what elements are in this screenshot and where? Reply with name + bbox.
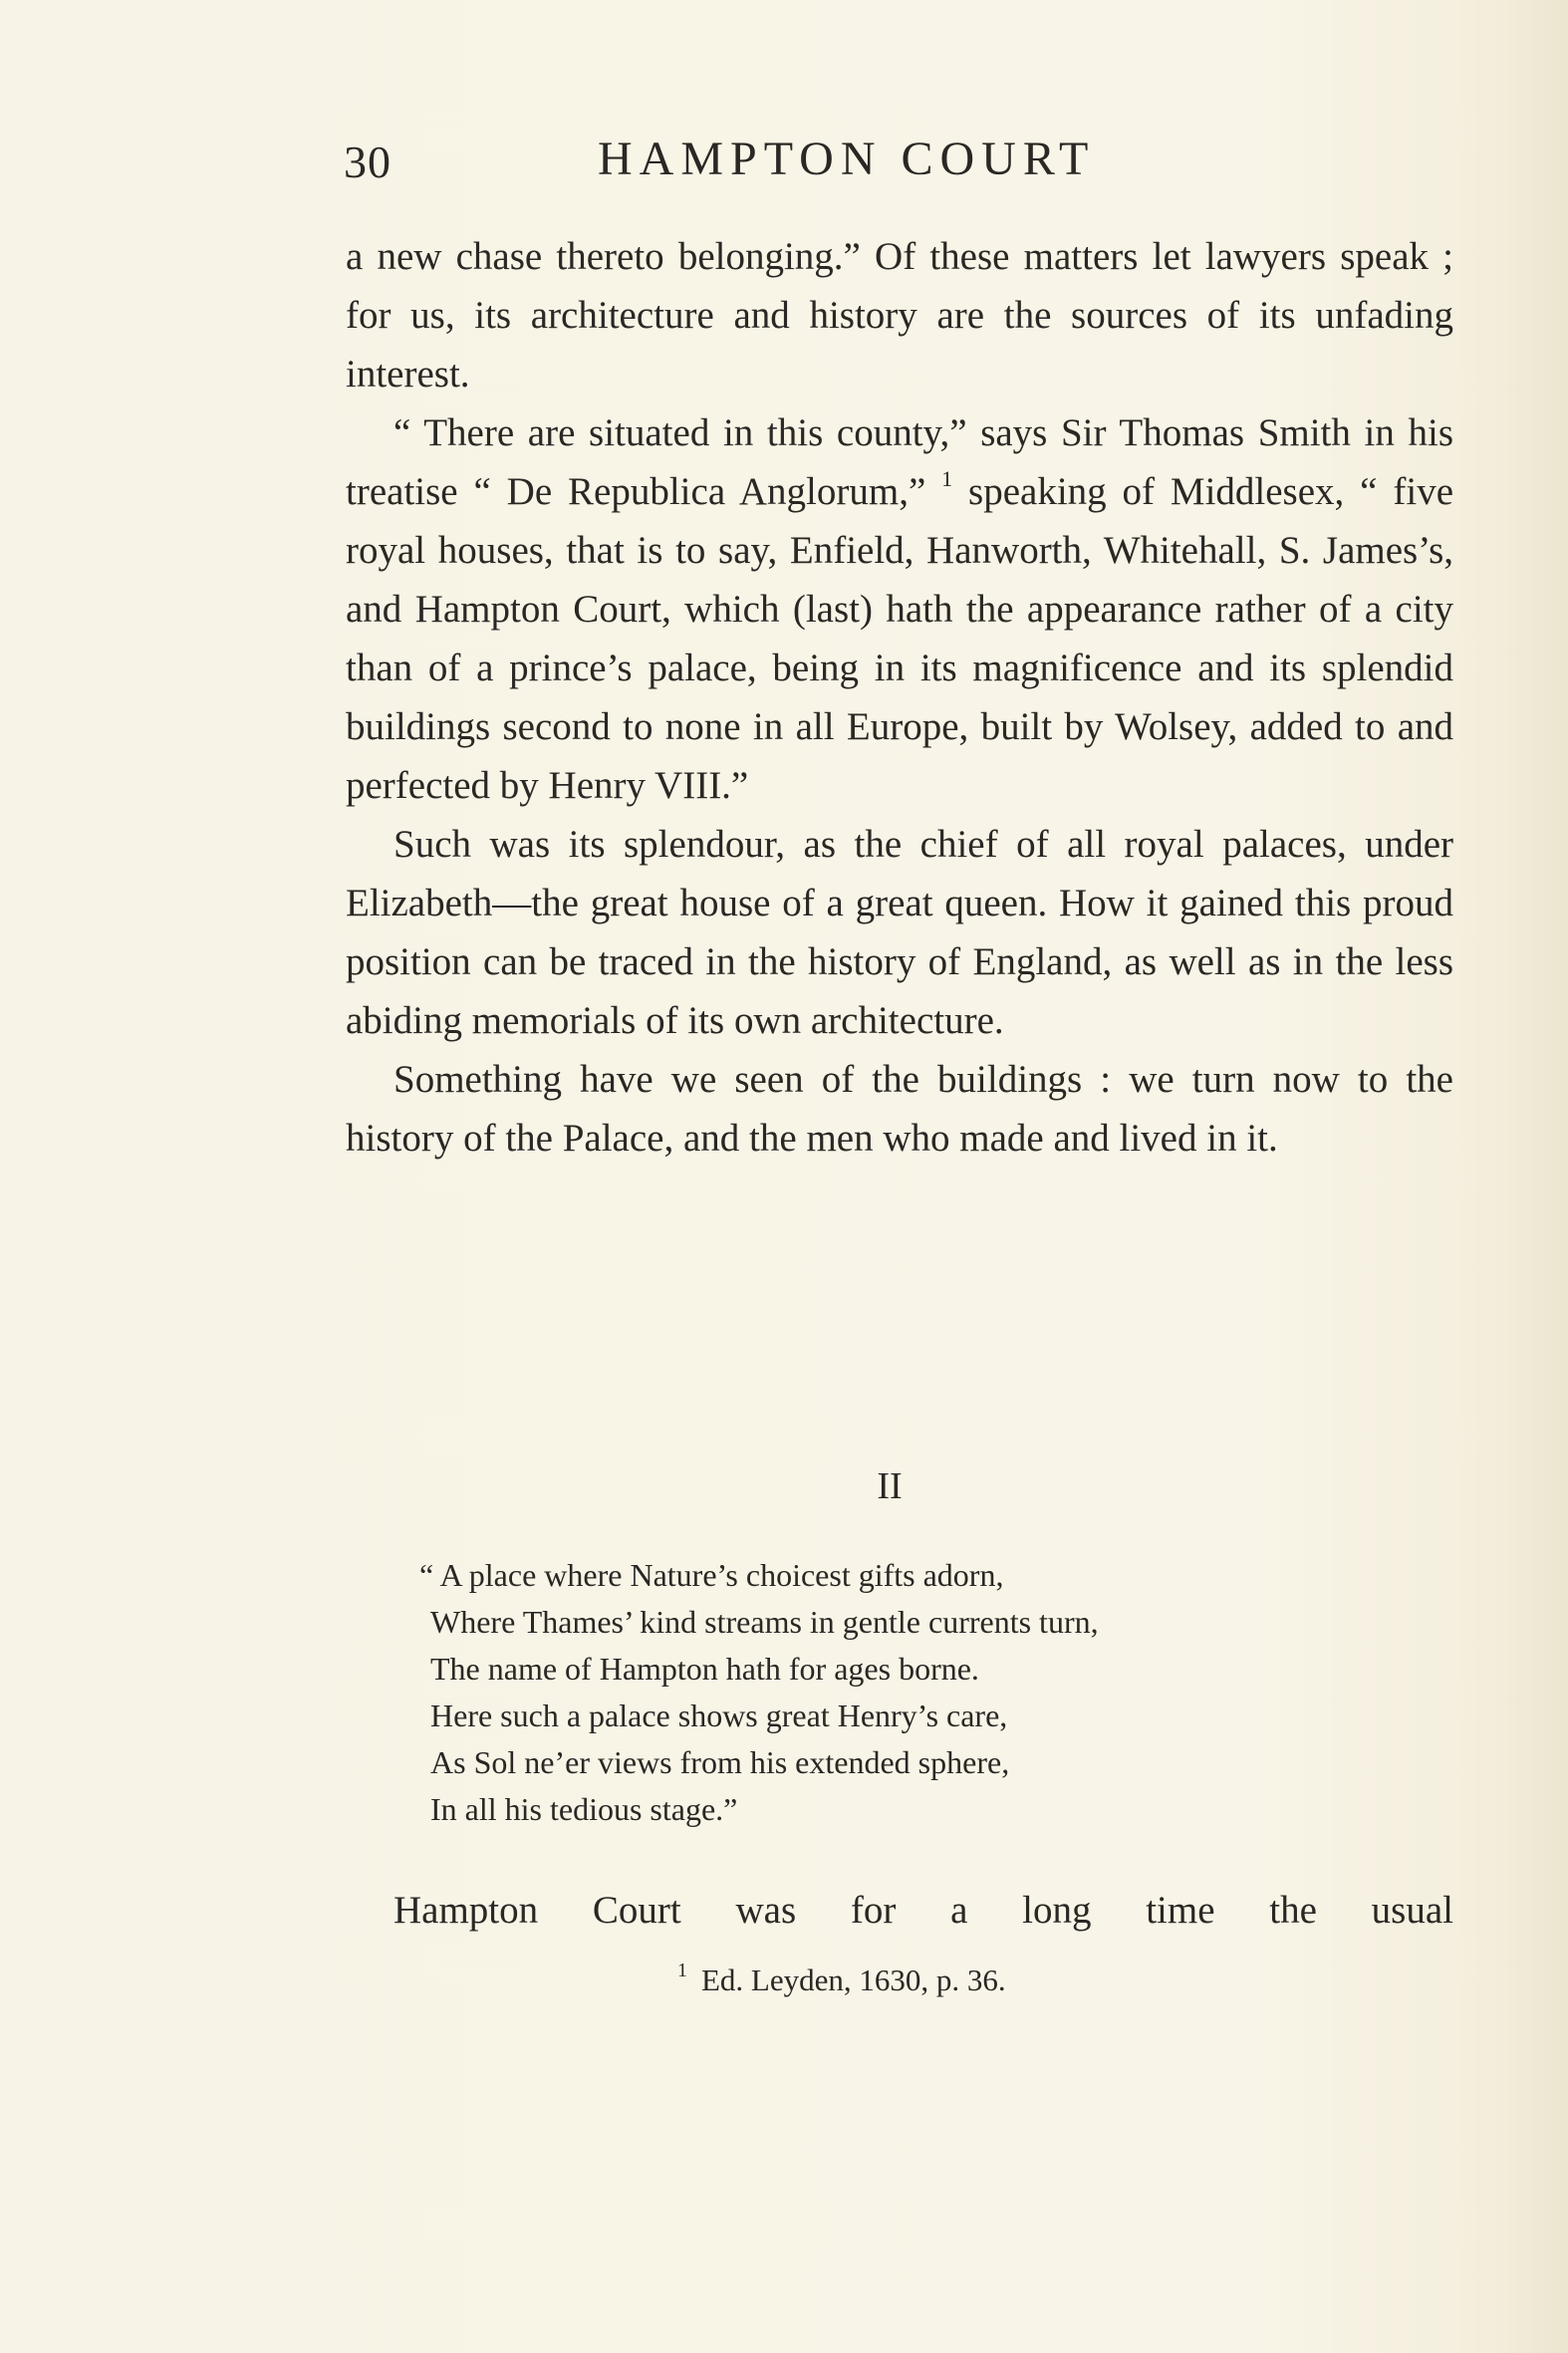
running-head (344, 131, 1451, 191)
verse-line: Where Thames’ kind streams in gentle currents turn, (430, 1604, 1099, 1640)
footnote-text: Ed. Leyden, 1630, p. 36. (701, 1962, 1006, 1997)
page-number: 30 (344, 136, 392, 187)
footnote (677, 1961, 1006, 2000)
paragraph: Such was its splendour, as the chief of all royal palaces, under Elizabeth—the great house of a great queen. How it gained this proud position can be traced in the history of England, as well as in the less abiding memorials of its own architecture. (346, 823, 1453, 1042)
body-text (346, 227, 1453, 1168)
verse-line: “ A place where Nature’s choicest gifts adorn, (419, 1557, 1004, 1593)
footnote-reference[interactable]: 1 (941, 466, 953, 491)
verse-line: The name of Hampton hath for ages borne. (430, 1651, 979, 1687)
section-heading: II (877, 1465, 903, 1507)
closing-line: Hampton Court was for a long time the usual (393, 1889, 1453, 1932)
verse-line: In all his tedious stage.” (430, 1791, 738, 1827)
paragraph-text: “ There are situated in this county,” says Sir Thomas Smith in his treatise “ De Republica Anglorum,” (346, 411, 1453, 513)
verse-line: As Sol ne’er views from his extended sphere, (430, 1744, 1010, 1780)
verse-quotation (419, 1552, 1427, 1833)
paragraph-quotation (346, 403, 1453, 815)
paragraph: a new chase thereto belonging.” Of these matters let lawyers speak ; for us, its architecture and history are the sources of its unfading interest. (346, 235, 1453, 395)
verse-line: Here such a palace shows great Henry’s care, (430, 1698, 1008, 1733)
running-title: HAMPTON COURT (598, 132, 1096, 185)
paragraph: Something have we seen of the buildings : we turn now to the history of the Palace, and the men who made and lived in it. (346, 1058, 1453, 1160)
paragraph-text: speaking of Middlesex, “ five royal houses, that is to say, Enfield, Hanworth, Whitehall, S. James’s, and Hampton Court, which (last) hath the appearance rather of a city than of a prince’s palace, being in its magnificence and its splendid buildings second to none in all Europe, built by Wolsey, added to and perfected by Henry VIII.” (346, 470, 1453, 807)
footnote-marker: 1 (677, 1960, 687, 1981)
